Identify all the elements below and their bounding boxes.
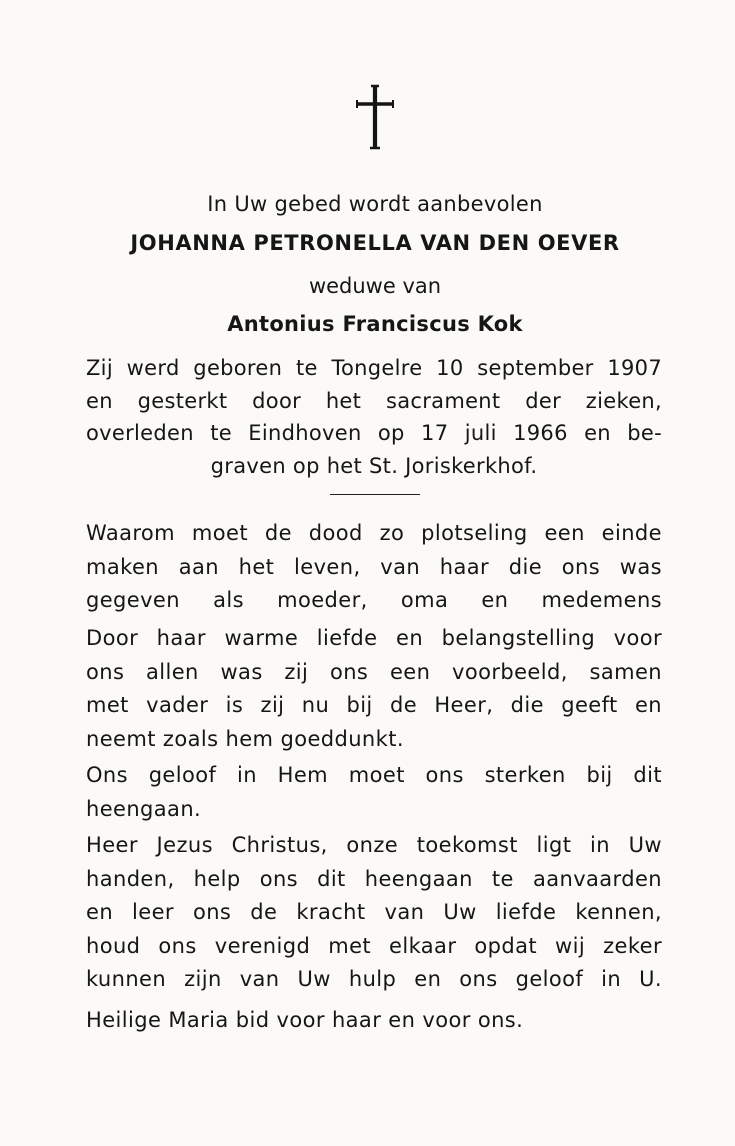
paragraph-line: heengaan. — [86, 796, 202, 821]
paragraph-mary — [86, 1004, 662, 1038]
bio-line: overleden te Eindhoven op 17 juli 1966 en be- — [86, 421, 662, 445]
paragraph-line: maken aan het leven, van haar die ons was — [86, 554, 662, 579]
paragraph-line: Ons geloof in Hem moet ons sterken bij dit — [86, 763, 662, 787]
paragraph-line: Heilige Maria bid voor haar en voor ons. — [86, 1008, 524, 1032]
paragraph-line: Waarom moet de dood zo plotseling een einde — [86, 521, 662, 545]
paragraph-line: houd ons verenigd met elkaar opdat wij zeker — [86, 933, 662, 958]
paragraph-line: ons allen was zij ons een voorbeeld, samen — [86, 659, 662, 684]
paragraph-why — [86, 517, 662, 618]
husband-name: Antonius Franciscus Kok — [227, 312, 523, 336]
paragraph-love — [86, 622, 662, 756]
paragraph-line: gegeven als moeder, oma en medemens — [86, 588, 662, 612]
paragraph-faith — [86, 759, 662, 826]
paragraph-prayer — [86, 829, 662, 997]
paragraph-line: Door haar warme liefde en belangstelling voor — [86, 626, 662, 650]
biography — [86, 352, 662, 482]
cross-icon — [345, 82, 405, 152]
bio-line: en gesterkt door het sacrament der zieken, — [86, 388, 662, 413]
intro-text: In Uw gebed wordt aanbevolen — [207, 192, 543, 216]
deceased-name: JOHANNA PETRONELLA VAN DEN OEVER — [130, 231, 620, 255]
paragraph-line: handen, help ons dit heengaan te aanvaarden — [86, 866, 662, 891]
paragraph-line: en leer ons de kracht van Uw liefde kennen, — [86, 900, 662, 924]
divider — [330, 494, 420, 495]
paragraph-line: kunnen zijn van Uw hulp en ons geloof in U. — [86, 967, 662, 991]
bio-line: graven op het St. Joriskerkhof. — [210, 453, 538, 478]
bio-line: Zij werd geboren te Tongelre 10 september 1907 — [86, 356, 662, 380]
paragraph-line: neemt zoals hem goeddunkt. — [86, 726, 404, 751]
widow-of-text: weduwe van — [308, 274, 442, 298]
paragraph-line: Heer Jezus Christus, onze toekomst ligt in Uw — [86, 833, 662, 857]
paragraph-line: met vader is zij nu bij de Heer, die geeft en — [86, 693, 662, 717]
